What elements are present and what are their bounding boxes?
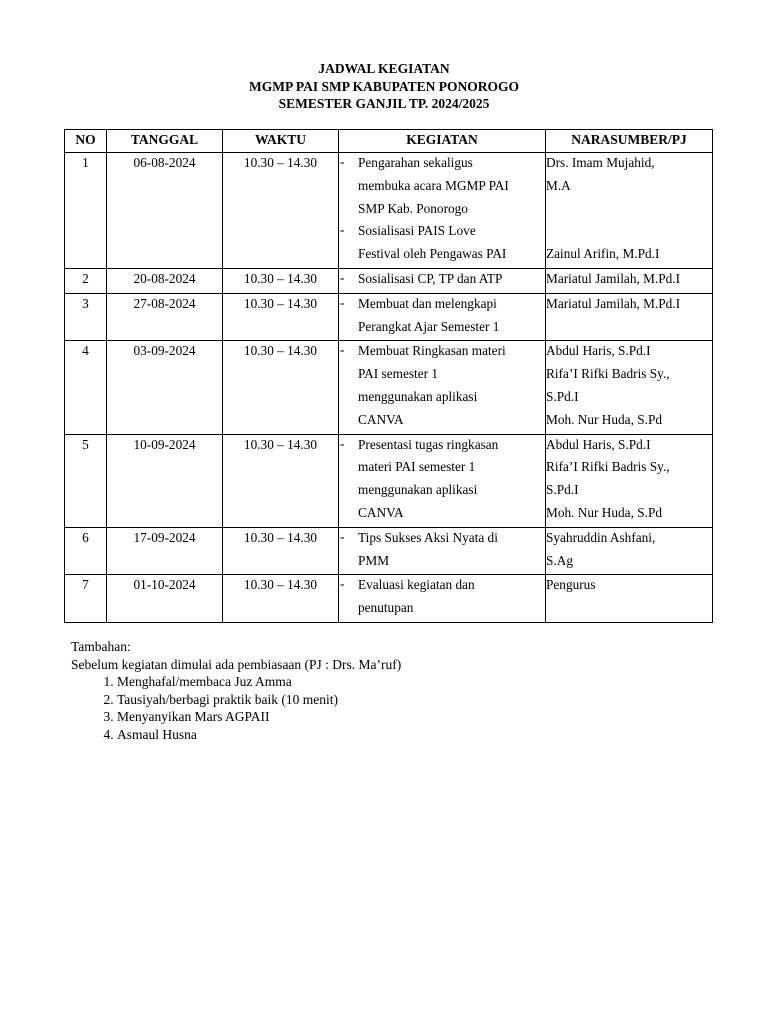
kegiatan-bullet [339, 436, 545, 527]
notes-list [71, 673, 401, 743]
cell-narasumber [546, 527, 713, 575]
kegiatan-line: Tips Sukses Aksi Nyata di [358, 529, 498, 545]
table-row [65, 527, 713, 575]
narasumber-line: Rifa’I Rifki Badris Sy., [546, 459, 670, 475]
title-line-2: MGMP PAI SMP KABUPATEN PONOROGO [249, 78, 519, 94]
table-row [65, 341, 713, 434]
bullet-dash: - [340, 222, 345, 238]
narasumber-line: Syahruddin Ashfani, [546, 529, 656, 545]
cell-tanggal: 17-09-2024 [107, 527, 223, 575]
narasumber-line: S.Pd.I [546, 388, 579, 404]
narasumber-line: Abdul Haris, S.Pd.I [546, 343, 651, 359]
kegiatan-bullet [339, 342, 545, 433]
cell-tanggal: 10-09-2024 [107, 434, 223, 527]
kegiatan-line: Sosialisasi PAIS Love [358, 223, 476, 239]
kegiatan-bullet [339, 576, 545, 622]
narasumber-line: Mariatul Jamilah, M.Pd.I [546, 270, 681, 286]
narasumber-line: Mariatul Jamilah, M.Pd.I [546, 295, 681, 311]
table-row [65, 268, 713, 293]
bullet-dash: - [340, 269, 345, 285]
cell-no: 4 [65, 341, 107, 434]
notes-section [71, 638, 401, 743]
kegiatan-bullet [339, 270, 545, 293]
cell-narasumber [546, 293, 713, 341]
cell-narasumber [546, 575, 713, 623]
kegiatan-line: Presentasi tugas ringkasan [358, 436, 499, 452]
cell-narasumber [546, 341, 713, 434]
title-line-3: SEMESTER GANJIL TP. 2024/2025 [278, 96, 490, 111]
kegiatan-line: menggunakan aplikasi [358, 482, 478, 498]
table-header-row [65, 130, 713, 153]
cell-waktu: 10.30 – 14.30 [223, 153, 339, 269]
kegiatan-line: membuka acara MGMP PAI [358, 177, 509, 193]
kegiatan-line: Evaluasi kegiatan dan [358, 577, 475, 593]
kegiatan-line: CANVA [358, 411, 404, 427]
kegiatan-bullet [339, 529, 545, 575]
cell-waktu: 10.30 – 14.30 [223, 527, 339, 575]
bullet-dash: - [340, 154, 345, 169]
narasumber-line: Rifa’I Rifki Badris Sy., [546, 366, 670, 382]
cell-tanggal: 03-09-2024 [107, 341, 223, 434]
bullet-dash: - [340, 435, 345, 451]
narasumber-line: S.Pd.I [546, 482, 579, 498]
narasumber-line: Moh. Nur Huda, S.Pd [546, 504, 662, 520]
cell-narasumber [546, 268, 713, 293]
cell-no: 2 [65, 268, 107, 293]
notes-heading: Tambahan: [71, 639, 131, 654]
kegiatan-line: PAI semester 1 [358, 366, 439, 382]
kegiatan-line: menggunakan aplikasi [358, 388, 478, 404]
bullet-dash: - [340, 528, 345, 544]
kegiatan-bullet [339, 295, 545, 341]
header-waktu: WAKTU [223, 130, 339, 153]
kegiatan-bullet [339, 154, 545, 222]
header-kegiatan: KEGIATAN [339, 130, 546, 153]
cell-kegiatan [339, 527, 546, 575]
cell-tanggal: 01-10-2024 [107, 575, 223, 623]
cell-tanggal: 06-08-2024 [107, 153, 223, 269]
title-line-1: JADWAL KEGIATAN [318, 61, 450, 76]
narasumber-line: Abdul Haris, S.Pd.I [546, 436, 651, 452]
kegiatan-line: CANVA [358, 504, 404, 520]
kegiatan-line: PMM [358, 552, 390, 568]
header-narasumber: NARASUMBER/PJ [546, 130, 713, 153]
bullet-dash: - [340, 342, 345, 358]
cell-kegiatan [339, 293, 546, 341]
cell-narasumber [546, 153, 713, 269]
narasumber-line [546, 200, 712, 223]
narasumber-line: M.A [546, 177, 571, 193]
bullet-dash: - [340, 294, 345, 310]
kegiatan-line: SMP Kab. Ponorogo [358, 200, 468, 216]
cell-tanggal: 27-08-2024 [107, 293, 223, 341]
schedule-table [64, 129, 713, 623]
notes-item: 1. Menghafal/membaca Juz Amma [117, 673, 401, 691]
cell-kegiatan [339, 575, 546, 623]
cell-no: 6 [65, 527, 107, 575]
notes-item: 2. Tausiyah/berbagi praktik baik (10 menit) [117, 691, 401, 709]
cell-no: 1 [65, 153, 107, 269]
kegiatan-line: penutupan [358, 600, 414, 616]
cell-no: 5 [65, 434, 107, 527]
cell-waktu: 10.30 – 14.30 [223, 341, 339, 434]
cell-kegiatan [339, 341, 546, 434]
cell-tanggal: 20-08-2024 [107, 268, 223, 293]
kegiatan-line: Membuat dan melengkapi [358, 295, 497, 311]
narasumber-line: Drs. Imam Mujahid, [546, 155, 655, 170]
narasumber-line: Moh. Nur Huda, S.Pd [546, 411, 662, 427]
cell-waktu: 10.30 – 14.30 [223, 434, 339, 527]
kegiatan-line: Perangkat Ajar Semester 1 [358, 318, 500, 334]
header-tanggal: TANGGAL [107, 130, 223, 153]
cell-kegiatan [339, 268, 546, 293]
kegiatan-line: Pengarahan sekaligus [358, 155, 473, 170]
table-row [65, 434, 713, 527]
header-no: NO [65, 130, 107, 153]
cell-no: 7 [65, 575, 107, 623]
bullet-dash: - [340, 576, 345, 592]
kegiatan-line: Sosialisasi CP, TP dan ATP [358, 270, 503, 286]
kegiatan-line: Festival oleh Pengawas PAI [358, 246, 507, 262]
cell-narasumber [546, 434, 713, 527]
cell-waktu: 10.30 – 14.30 [223, 268, 339, 293]
narasumber-line: Pengurus [546, 577, 596, 593]
table-row [65, 293, 713, 341]
notes-intro: Sebelum kegiatan dimulai ada pembiasaan (PJ : Drs. Ma’ruf) [71, 656, 402, 672]
table-row [65, 575, 713, 623]
cell-waktu: 10.30 – 14.30 [223, 293, 339, 341]
table-body [65, 153, 713, 623]
cell-waktu: 10.30 – 14.30 [223, 575, 339, 623]
cell-no: 3 [65, 293, 107, 341]
narasumber-line [546, 222, 712, 245]
document-title [0, 60, 768, 113]
notes-item: 4. Asmaul Husna [117, 726, 401, 744]
cell-kegiatan [339, 434, 546, 527]
kegiatan-line: Membuat Ringkasan materi [358, 343, 506, 359]
cell-kegiatan [339, 153, 546, 269]
narasumber-line: S.Ag [546, 552, 573, 568]
table-row [65, 153, 713, 269]
kegiatan-bullet [339, 222, 545, 268]
narasumber-line: Zainul Arifin, M.Pd.I [546, 246, 660, 262]
kegiatan-line: materi PAI semester 1 [358, 459, 476, 475]
notes-item: 3. Menyanyikan Mars AGPAII [117, 708, 401, 726]
